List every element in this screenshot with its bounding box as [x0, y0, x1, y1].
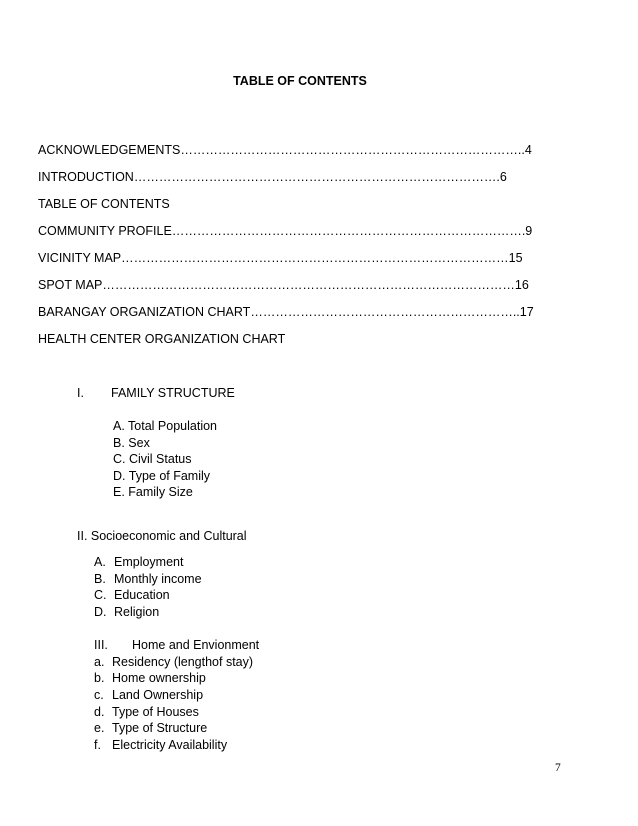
toc-label: INTRODUCTION	[38, 170, 134, 184]
list-item: D. Type of Family	[113, 469, 211, 483]
section-heading-home-environment	[94, 638, 259, 652]
section-title: FAMILY STRUCTURE	[111, 386, 235, 400]
toc-page: 17	[519, 305, 534, 319]
list-item: C. Civil Status	[113, 452, 192, 466]
toc-entry-community-profile	[38, 224, 532, 238]
item-letter: c.	[94, 688, 104, 702]
list-item	[94, 655, 253, 669]
item-letter: A.	[94, 555, 106, 569]
item-text: Monthly income	[114, 572, 202, 586]
toc-entry-acknowledgements	[38, 143, 532, 157]
toc-entry-introduction	[38, 170, 507, 184]
list-item: E. Family Size	[113, 485, 193, 499]
item-text: Employment	[114, 555, 184, 569]
list-item	[94, 721, 207, 735]
toc-leader: …………………………………………………………………………………	[121, 251, 509, 265]
list-item	[94, 588, 170, 602]
toc-label: COMMUNITY PROFILE	[38, 224, 172, 238]
toc-page: 4	[524, 143, 532, 157]
item-text: Type of Structure	[112, 721, 208, 735]
item-letter: C.	[94, 588, 107, 602]
item-letter: a.	[94, 655, 105, 669]
list-item: B. Sex	[113, 436, 150, 450]
toc-leader: …………………………………………………………………………….	[133, 170, 500, 184]
toc-entry-health-center-chart	[38, 332, 285, 346]
toc-page: 16	[514, 278, 529, 292]
list-item	[94, 555, 183, 569]
item-text: Education	[114, 588, 170, 602]
list-item	[94, 572, 202, 586]
section-title: Home and Envionment	[132, 638, 260, 652]
list-item	[94, 738, 227, 752]
item-letter: e.	[94, 721, 105, 735]
section-numeral: III.	[94, 638, 108, 652]
item-text: Electricity Availability	[112, 738, 228, 752]
list-item	[94, 688, 203, 702]
item-text: Residency (lengthof stay)	[112, 655, 254, 669]
toc-label: ACKNOWLEDGEMENTS	[38, 143, 181, 157]
toc-leader: ………………………………………………………………………………………	[102, 278, 515, 292]
list-item	[94, 605, 159, 619]
list-item: A. Total Population	[113, 419, 218, 433]
section-heading-socioeconomic: II. Socioeconomic and Cultural	[77, 529, 247, 543]
toc-label: HEALTH CENTER ORGANIZATION CHART	[38, 332, 286, 346]
list-item	[94, 671, 206, 685]
item-text: Home ownership	[112, 671, 206, 685]
item-text: Type of Houses	[112, 705, 199, 719]
toc-label: TABLE OF CONTENTS	[38, 197, 170, 211]
list-item	[94, 705, 199, 719]
toc-label: VICINITY MAP	[38, 251, 122, 265]
item-letter: f.	[94, 738, 101, 752]
toc-leader: ………………………………………………………..	[250, 305, 520, 319]
item-letter: d.	[94, 705, 105, 719]
toc-label: BARANGAY ORGANIZATION CHART	[38, 305, 251, 319]
item-letter: b.	[94, 671, 105, 685]
item-letter: D.	[94, 605, 107, 619]
page-title: TABLE OF CONTENTS	[233, 74, 367, 88]
toc-entry-vicinity-map	[38, 251, 523, 265]
item-text: Land Ownership	[112, 688, 204, 702]
toc-leader: ………………………………………………………………………..	[180, 143, 525, 157]
toc-label: SPOT MAP	[38, 278, 103, 292]
item-letter: B.	[94, 572, 106, 586]
section-numeral: I.	[77, 386, 84, 400]
item-text: Religion	[114, 605, 160, 619]
toc-entry-spot-map	[38, 278, 529, 292]
toc-page: 15	[508, 251, 523, 265]
page-number: 7	[555, 762, 561, 774]
toc-page: .9	[521, 224, 533, 238]
section-heading-family-structure	[77, 386, 235, 400]
toc-leader: …………………………………………………………………………	[171, 224, 522, 238]
toc-entry-table-of-contents	[38, 197, 170, 211]
toc-page: 6	[499, 170, 507, 184]
toc-entry-barangay-chart	[38, 305, 534, 319]
